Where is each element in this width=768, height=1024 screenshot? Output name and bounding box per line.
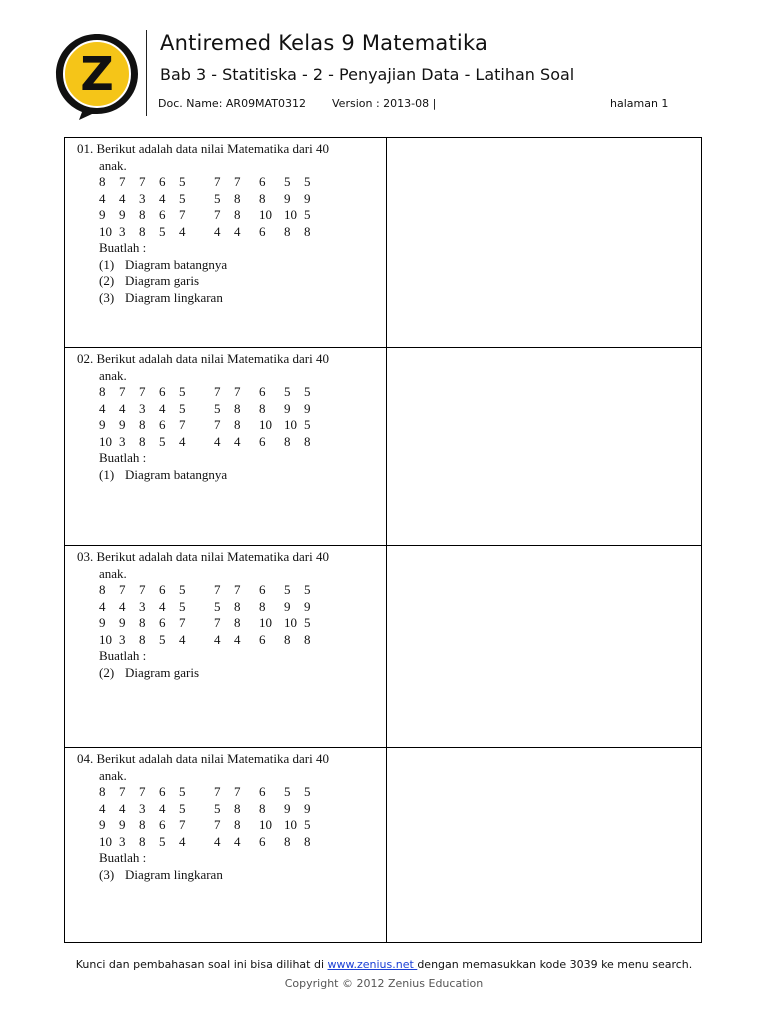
doc-version: Version : 2013-08 | bbox=[332, 97, 437, 110]
score-value: 3 bbox=[139, 400, 146, 416]
score-value: 8 bbox=[284, 631, 291, 647]
score-value: 7 bbox=[119, 384, 126, 399]
task-option-label: Diagram lingkaran bbox=[125, 289, 223, 305]
score-value: 4 bbox=[119, 800, 126, 816]
score-data bbox=[77, 582, 377, 648]
score-value: 7 bbox=[234, 582, 241, 597]
score-value: 9 bbox=[284, 598, 291, 614]
answer-space[interactable] bbox=[387, 138, 701, 347]
score-data-row bbox=[99, 191, 377, 208]
score-value: 8 bbox=[99, 582, 106, 597]
score-value: 7 bbox=[179, 207, 186, 222]
score-value: 4 bbox=[99, 190, 106, 206]
score-value: 6 bbox=[159, 417, 166, 432]
zenius-link[interactable]: www.zenius.net bbox=[327, 958, 418, 971]
task-option bbox=[77, 273, 377, 290]
score-value: 8 bbox=[259, 400, 266, 416]
task-option-number: (1) bbox=[99, 466, 115, 482]
score-value: 8 bbox=[99, 784, 106, 799]
score-value: 5 bbox=[284, 174, 291, 189]
score-value: 4 bbox=[214, 223, 221, 239]
score-value: 8 bbox=[99, 174, 106, 189]
score-value: 6 bbox=[159, 615, 166, 630]
score-value: 8 bbox=[99, 384, 106, 399]
score-value: 10 bbox=[259, 417, 272, 432]
score-value: 8 bbox=[304, 631, 311, 647]
score-value: 7 bbox=[119, 784, 126, 799]
question-number: 04. bbox=[77, 751, 94, 766]
question-intro-line: Berikut adalah data nilai Matematika dari 40 bbox=[96, 751, 329, 766]
score-value: 5 bbox=[179, 174, 186, 189]
score-data-row bbox=[99, 582, 377, 599]
score-value: 4 bbox=[159, 190, 166, 206]
score-value: 6 bbox=[159, 784, 166, 799]
score-value: 5 bbox=[214, 190, 221, 206]
score-value: 3 bbox=[119, 223, 126, 239]
score-value: 7 bbox=[214, 784, 221, 799]
score-value: 5 bbox=[179, 598, 186, 614]
score-value: 3 bbox=[119, 433, 126, 449]
score-value: 8 bbox=[284, 223, 291, 239]
task-option-number: (1) bbox=[99, 256, 115, 272]
score-value: 3 bbox=[139, 800, 146, 816]
task-option-number: (3) bbox=[99, 289, 115, 305]
score-value: 10 bbox=[99, 433, 112, 449]
question-number: 02. bbox=[77, 351, 94, 366]
score-value: 7 bbox=[119, 582, 126, 597]
score-data-row bbox=[99, 434, 377, 451]
score-data-row bbox=[99, 632, 377, 649]
score-value: 6 bbox=[159, 207, 166, 222]
score-data-row bbox=[99, 401, 377, 418]
score-value: 6 bbox=[259, 433, 266, 449]
score-value: 8 bbox=[234, 598, 241, 614]
score-value: 5 bbox=[304, 582, 311, 597]
answer-space[interactable] bbox=[387, 546, 701, 747]
score-value: 8 bbox=[139, 631, 146, 647]
score-value: 7 bbox=[214, 582, 221, 597]
score-value: 7 bbox=[234, 784, 241, 799]
score-value: 5 bbox=[179, 190, 186, 206]
task-option-label: Diagram batangnya bbox=[125, 466, 228, 482]
task-option-number: (2) bbox=[99, 664, 115, 680]
score-value: 4 bbox=[159, 598, 166, 614]
score-value: 7 bbox=[179, 817, 186, 832]
score-value: 8 bbox=[234, 615, 241, 630]
score-value: 8 bbox=[304, 433, 311, 449]
question-number: 01. bbox=[77, 141, 94, 156]
score-value: 10 bbox=[284, 417, 297, 432]
score-value: 4 bbox=[179, 631, 186, 647]
score-value: 8 bbox=[139, 417, 146, 432]
question-intro-line: Berikut adalah data nilai Matematika dari 40 bbox=[96, 549, 329, 564]
score-data-row bbox=[99, 615, 377, 632]
score-value: 7 bbox=[179, 615, 186, 630]
instruction: Buatlah : bbox=[99, 240, 147, 255]
score-data-row bbox=[99, 784, 377, 801]
score-value: 9 bbox=[304, 400, 311, 416]
score-value: 7 bbox=[214, 817, 221, 832]
task-option-label: Diagram garis bbox=[125, 664, 200, 680]
score-value: 4 bbox=[119, 598, 126, 614]
score-value: 5 bbox=[214, 400, 221, 416]
score-value: 8 bbox=[234, 190, 241, 206]
score-value: 4 bbox=[234, 223, 241, 239]
score-value: 5 bbox=[179, 800, 186, 816]
score-value: 4 bbox=[119, 190, 126, 206]
score-value: 5 bbox=[179, 784, 186, 799]
score-value: 10 bbox=[99, 631, 112, 647]
task-option bbox=[77, 290, 377, 307]
score-value: 9 bbox=[119, 615, 126, 630]
score-value: 8 bbox=[234, 817, 241, 832]
score-value: 10 bbox=[99, 833, 112, 849]
instruction: Buatlah : bbox=[99, 450, 147, 465]
score-value: 8 bbox=[234, 417, 241, 432]
score-value: 6 bbox=[259, 223, 266, 239]
score-value: 4 bbox=[214, 433, 221, 449]
score-value: 7 bbox=[139, 384, 146, 399]
question-row bbox=[65, 748, 701, 942]
instruction: Buatlah : bbox=[99, 648, 147, 663]
page-number: halaman 1 bbox=[610, 97, 669, 110]
score-value: 4 bbox=[159, 400, 166, 416]
score-value: 4 bbox=[99, 598, 106, 614]
score-value: 7 bbox=[214, 384, 221, 399]
score-value: 7 bbox=[139, 784, 146, 799]
score-value: 9 bbox=[119, 817, 126, 832]
score-value: 4 bbox=[99, 800, 106, 816]
question-intro bbox=[77, 351, 377, 368]
score-value: 7 bbox=[214, 207, 221, 222]
question-table bbox=[64, 137, 702, 943]
doc-name: Doc. Name: AR09MAT0312 bbox=[158, 97, 306, 110]
footer-note-after: dengan memasukkan kode 3039 ke menu search. bbox=[417, 958, 693, 971]
score-value: 5 bbox=[214, 800, 221, 816]
score-value: 8 bbox=[139, 615, 146, 630]
score-value: 4 bbox=[179, 223, 186, 239]
score-value: 6 bbox=[159, 582, 166, 597]
header-divider bbox=[146, 30, 147, 116]
score-value: 8 bbox=[284, 433, 291, 449]
score-value: 8 bbox=[139, 207, 146, 222]
score-value: 6 bbox=[259, 631, 266, 647]
score-value: 5 bbox=[179, 384, 186, 399]
question-number: 03. bbox=[77, 549, 94, 564]
score-value: 6 bbox=[259, 833, 266, 849]
task-option-number: (3) bbox=[99, 866, 115, 882]
question-text bbox=[77, 549, 377, 681]
score-value: 6 bbox=[259, 174, 266, 189]
score-data bbox=[77, 384, 377, 450]
score-value: 3 bbox=[139, 598, 146, 614]
score-value: 5 bbox=[284, 784, 291, 799]
question-text bbox=[77, 751, 377, 883]
footer-note-before: Kunci dan pembahasan soal ini bisa dilihat di bbox=[75, 958, 328, 971]
question-intro-continued: anak. bbox=[99, 367, 127, 383]
score-value: 8 bbox=[139, 433, 146, 449]
score-data-row bbox=[99, 417, 377, 434]
score-data-row bbox=[99, 207, 377, 224]
score-data-row bbox=[99, 174, 377, 191]
score-value: 8 bbox=[139, 833, 146, 849]
score-value: 6 bbox=[259, 784, 266, 799]
task-option-number: (2) bbox=[99, 273, 115, 288]
question-intro bbox=[77, 549, 377, 566]
score-value: 3 bbox=[119, 833, 126, 849]
score-value: 4 bbox=[99, 400, 106, 416]
score-value: 5 bbox=[179, 582, 186, 597]
task-option bbox=[77, 257, 377, 274]
score-value: 8 bbox=[234, 207, 241, 222]
score-value: 7 bbox=[119, 174, 126, 189]
question-intro-continued: anak. bbox=[99, 767, 127, 783]
score-value: 5 bbox=[159, 223, 166, 239]
question-intro-continued: anak. bbox=[99, 157, 127, 173]
score-value: 8 bbox=[304, 833, 311, 849]
score-data bbox=[77, 174, 377, 240]
score-value: 8 bbox=[234, 400, 241, 416]
score-value: 9 bbox=[99, 207, 106, 222]
score-value: 5 bbox=[304, 817, 311, 832]
task-option-label: Diagram garis bbox=[125, 273, 200, 288]
score-data-row bbox=[99, 224, 377, 241]
score-data-row bbox=[99, 384, 377, 401]
score-value: 5 bbox=[304, 207, 311, 222]
score-value: 4 bbox=[214, 631, 221, 647]
score-value: 4 bbox=[234, 833, 241, 849]
document-subtitle: Bab 3 - Statitiska - 2 - Penyajian Data - Latihan Soal bbox=[160, 65, 575, 84]
instruction: Buatlah : bbox=[99, 850, 147, 865]
score-data-row bbox=[99, 801, 377, 818]
task-option bbox=[77, 467, 377, 484]
score-value: 9 bbox=[119, 417, 126, 432]
score-value: 5 bbox=[159, 833, 166, 849]
score-value: 7 bbox=[214, 174, 221, 189]
score-value: 5 bbox=[304, 384, 311, 399]
score-value: 7 bbox=[139, 174, 146, 189]
score-value: 7 bbox=[234, 174, 241, 189]
score-value: 9 bbox=[304, 800, 311, 816]
score-value: 7 bbox=[139, 582, 146, 597]
score-value: 10 bbox=[259, 817, 272, 832]
footer-note bbox=[0, 958, 768, 971]
score-value: 3 bbox=[139, 190, 146, 206]
score-value: 6 bbox=[159, 384, 166, 399]
score-value: 8 bbox=[284, 833, 291, 849]
score-value: 10 bbox=[284, 817, 297, 832]
score-value: 9 bbox=[99, 817, 106, 832]
question-row bbox=[65, 546, 701, 748]
score-value: 8 bbox=[139, 223, 146, 239]
score-value: 5 bbox=[159, 631, 166, 647]
copyright: Copyright © 2012 Zenius Education bbox=[284, 977, 484, 990]
zenius-logo bbox=[52, 30, 142, 122]
score-value: 9 bbox=[304, 190, 311, 206]
score-value: 8 bbox=[139, 817, 146, 832]
score-value: 9 bbox=[119, 207, 126, 222]
score-value: 3 bbox=[119, 631, 126, 647]
question-text bbox=[77, 141, 377, 306]
question-intro-line: Berikut adalah data nilai Matematika dari 40 bbox=[96, 141, 329, 156]
question-intro-line: Berikut adalah data nilai Matematika dari 40 bbox=[96, 351, 329, 366]
task-option bbox=[77, 867, 377, 884]
score-value: 7 bbox=[214, 417, 221, 432]
score-value: 4 bbox=[179, 833, 186, 849]
score-value: 5 bbox=[214, 598, 221, 614]
answer-space[interactable] bbox=[387, 748, 701, 942]
question-text bbox=[77, 351, 377, 483]
score-value: 9 bbox=[284, 800, 291, 816]
score-value: 4 bbox=[234, 631, 241, 647]
score-value: 10 bbox=[99, 223, 112, 239]
score-value: 5 bbox=[179, 400, 186, 416]
task-option-label: Diagram batangnya bbox=[125, 256, 228, 272]
question-row bbox=[65, 348, 701, 546]
score-value: 5 bbox=[304, 784, 311, 799]
score-value: 10 bbox=[284, 615, 297, 630]
score-value: 8 bbox=[259, 598, 266, 614]
task-option-label: Diagram lingkaran bbox=[125, 866, 223, 882]
score-data-row bbox=[99, 599, 377, 616]
score-value: 5 bbox=[304, 417, 311, 432]
score-value: 5 bbox=[284, 582, 291, 597]
score-value: 4 bbox=[179, 433, 186, 449]
score-value: 7 bbox=[234, 384, 241, 399]
question-row bbox=[65, 138, 701, 348]
score-value: 5 bbox=[284, 384, 291, 399]
answer-space[interactable] bbox=[387, 348, 701, 545]
document-title: Antiremed Kelas 9 Matematika bbox=[160, 31, 489, 55]
score-value: 6 bbox=[159, 174, 166, 189]
score-value: 4 bbox=[119, 400, 126, 416]
score-value: 9 bbox=[284, 400, 291, 416]
question-intro bbox=[77, 141, 377, 158]
score-value: 9 bbox=[99, 615, 106, 630]
score-value: 9 bbox=[284, 190, 291, 206]
score-value: 10 bbox=[259, 207, 272, 222]
score-value: 4 bbox=[214, 833, 221, 849]
score-value: 9 bbox=[304, 598, 311, 614]
score-value: 6 bbox=[259, 582, 266, 597]
score-value: 7 bbox=[179, 417, 186, 432]
score-value: 7 bbox=[214, 615, 221, 630]
score-value: 8 bbox=[259, 190, 266, 206]
task-option bbox=[77, 665, 377, 682]
score-value: 5 bbox=[304, 615, 311, 630]
score-value: 5 bbox=[159, 433, 166, 449]
question-intro bbox=[77, 751, 377, 768]
score-value: 6 bbox=[259, 384, 266, 399]
score-value: 4 bbox=[234, 433, 241, 449]
score-data-row bbox=[99, 817, 377, 834]
score-value: 10 bbox=[284, 207, 297, 222]
score-value: 6 bbox=[159, 817, 166, 832]
score-data bbox=[77, 784, 377, 850]
score-data-row bbox=[99, 834, 377, 851]
logo-letter: Z bbox=[80, 47, 114, 101]
question-intro-continued: anak. bbox=[99, 565, 127, 581]
score-value: 4 bbox=[159, 800, 166, 816]
score-value: 9 bbox=[99, 417, 106, 432]
score-value: 8 bbox=[304, 223, 311, 239]
score-value: 8 bbox=[234, 800, 241, 816]
score-value: 8 bbox=[259, 800, 266, 816]
score-value: 10 bbox=[259, 615, 272, 630]
score-value: 5 bbox=[304, 174, 311, 189]
